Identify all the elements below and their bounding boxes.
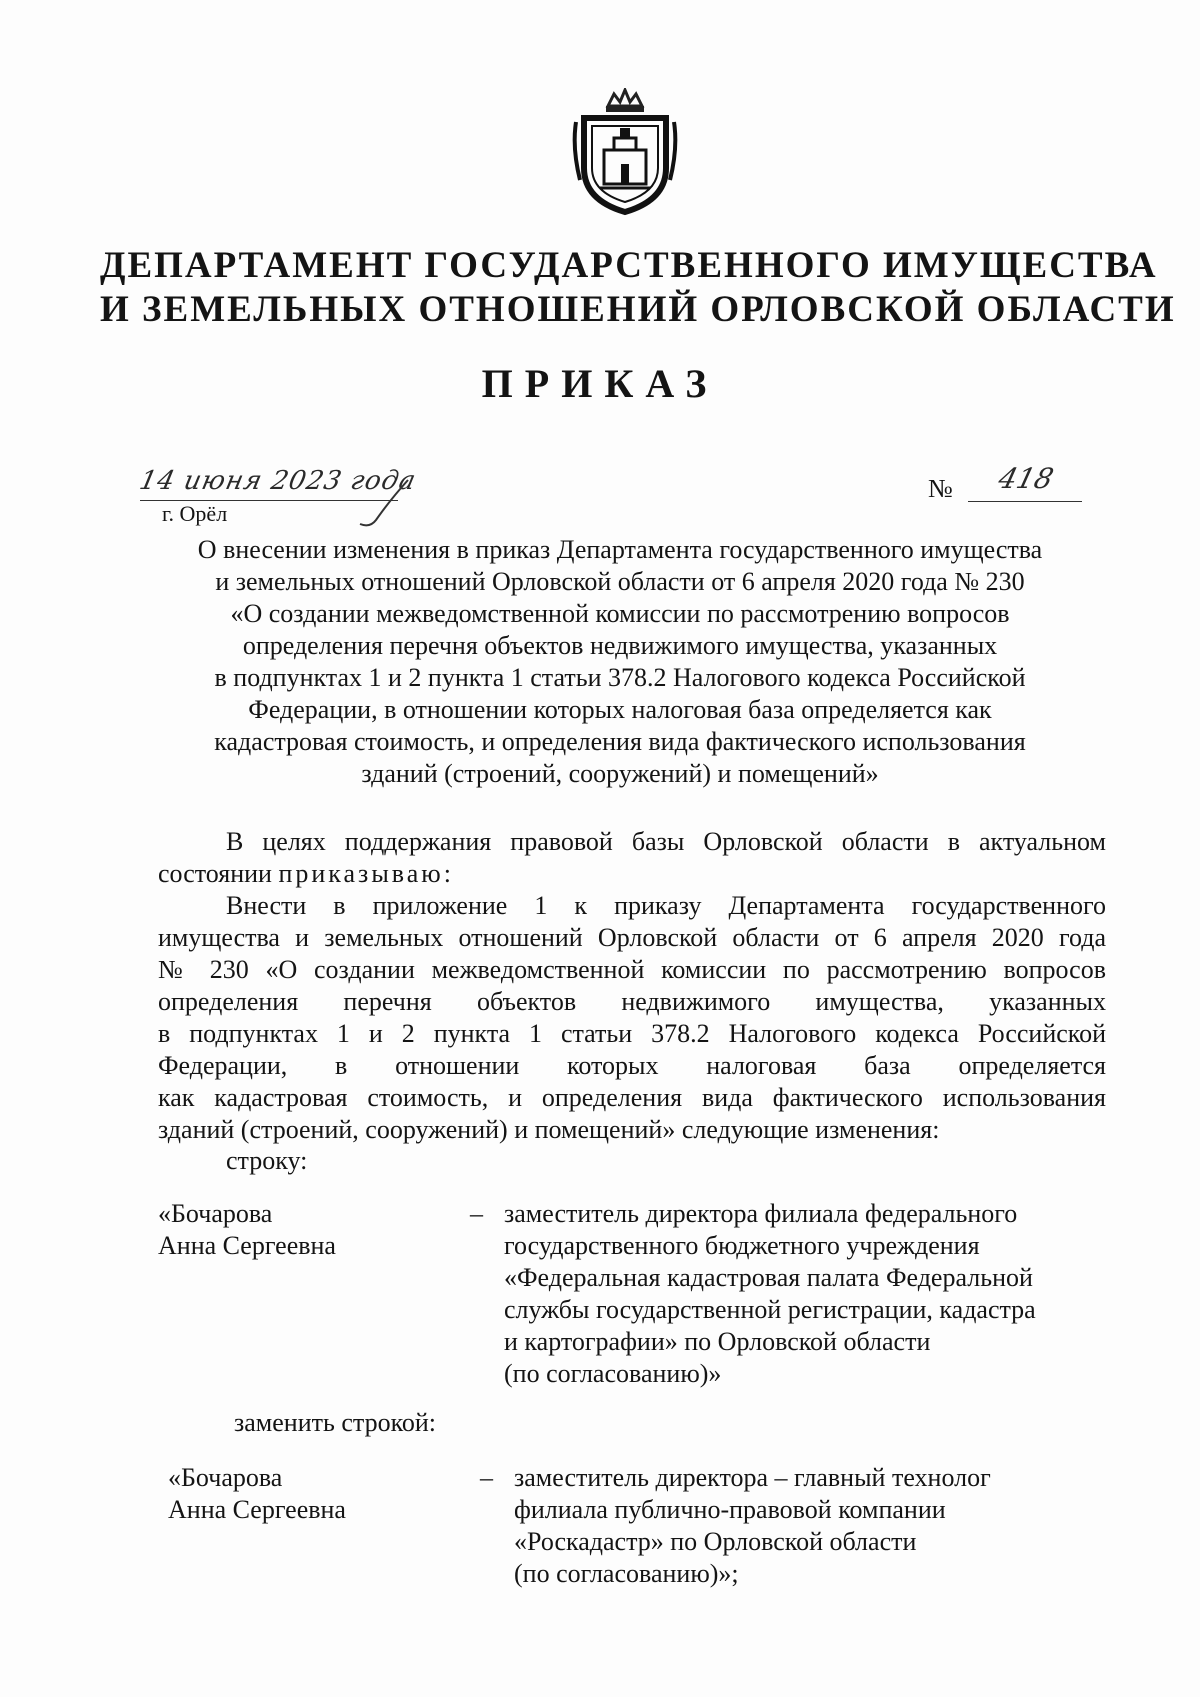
position-line: службы государственной регистрации, кадастра — [504, 1295, 1036, 1324]
body-line: Внести в приложение 1 к приказу Департамента государственного — [226, 891, 1106, 920]
body-line: В целях поддержания правовой базы Орловской области в актуальном — [226, 827, 1106, 856]
body-text: состоянии — [158, 859, 279, 888]
handwriting-stroke-icon — [330, 470, 420, 530]
coat-of-arms-icon — [570, 88, 680, 216]
body-line: в подпунктах 1 и 2 пункта 1 статьи 378.2 Налогового кодекса Российской — [158, 1019, 1106, 1048]
name-line: «Бочарова — [158, 1199, 273, 1228]
body-line: как кадастровая стоимость, и определения вида фактического использования — [158, 1083, 1106, 1112]
handwritten-number: 418 — [995, 462, 1057, 495]
title-line: «О создании межведомственной комиссии по рассмотрению вопросов — [230, 599, 1010, 628]
old-row-name — [158, 1198, 336, 1262]
new-row-position — [514, 1462, 991, 1590]
order-title — [140, 534, 1100, 790]
order-verb: приказываю: — [278, 859, 454, 888]
department-name — [100, 244, 1176, 332]
number-underline — [968, 501, 1082, 502]
department-name-line-1: ДЕПАРТАМЕНТ ГОСУДАРСТВЕННОГО ИМУЩЕСТВА — [100, 245, 1158, 286]
department-name-line-2: И ЗЕМЕЛЬНЫХ ОТНОШЕНИЙ ОРЛОВСКОЙ ОБЛАСТИ — [100, 289, 1176, 330]
name-line: Анна Сергеевна — [158, 1231, 336, 1260]
dash: – — [480, 1463, 493, 1492]
new-row-name — [168, 1462, 346, 1526]
name-line: «Бочарова — [168, 1463, 283, 1492]
body-line: имущества и земельных отношений Орловской области от 6 апреля 2020 года — [158, 923, 1106, 952]
position-line: заместитель директора филиала федерального — [504, 1199, 1018, 1228]
title-line: О внесении изменения в приказ Департамента государственного имущества — [197, 535, 1043, 564]
body-line — [158, 858, 1106, 890]
old-row-position — [504, 1198, 1036, 1390]
body-line: Федерации, в отношении которых налоговая база определяется — [158, 1051, 1106, 1080]
handwritten-date: 14 июня 2023 года — [136, 466, 419, 496]
title-line: в подпунктах 1 и 2 пункта 1 статьи 378.2 Налогового кодекса Российской — [214, 663, 1026, 692]
body-line: № 230 «О создании межведомственной комиссии по рассмотрению вопросов — [158, 955, 1106, 984]
title-line: зданий (строений, сооружений) и помещений» — [361, 759, 879, 788]
new-row-entry — [168, 1462, 1116, 1598]
title-line: кадастровая стоимость, и определения вида фактического использования — [214, 727, 1026, 756]
title-line: и земельных отношений Орловской области от 6 апреля 2020 года № 230 — [215, 567, 1025, 596]
label-row: строку: — [226, 1146, 308, 1175]
title-line: Федерации, в отношении которых налоговая база определяется как — [248, 695, 992, 724]
position-line: «Роскадастр» по Орловской области — [514, 1527, 917, 1556]
old-row-entry — [158, 1198, 1106, 1398]
position-line: (по согласованию)» — [504, 1359, 722, 1388]
position-line: (по согласованию)»; — [514, 1559, 739, 1588]
body-line: зданий (строений, сооружений) и помещений» следующие изменения: — [158, 1115, 940, 1144]
position-line: «Федеральная кадастровая палата Федеральной — [504, 1263, 1033, 1292]
position-line: и картографии» по Орловской области — [504, 1327, 931, 1356]
position-line: государственного бюджетного учреждения — [504, 1231, 980, 1260]
title-line: определения перечня объектов недвижимого имущества, указанных — [242, 631, 998, 660]
city-label: г. Орёл — [162, 501, 228, 526]
label-replace: заменить строкой: — [234, 1408, 437, 1437]
position-line: филиала публично-правовой компании — [514, 1495, 946, 1524]
name-line: Анна Сергеевна — [168, 1495, 346, 1524]
dash: – — [470, 1199, 483, 1228]
number-sign: № — [928, 474, 953, 503]
document-type: ПРИКАЗ — [481, 361, 719, 406]
position-line: заместитель директора – главный технолог — [514, 1463, 991, 1492]
order-body — [158, 826, 1106, 1146]
body-line: определения перечня объектов недвижимого имущества, указанных — [158, 987, 1106, 1016]
